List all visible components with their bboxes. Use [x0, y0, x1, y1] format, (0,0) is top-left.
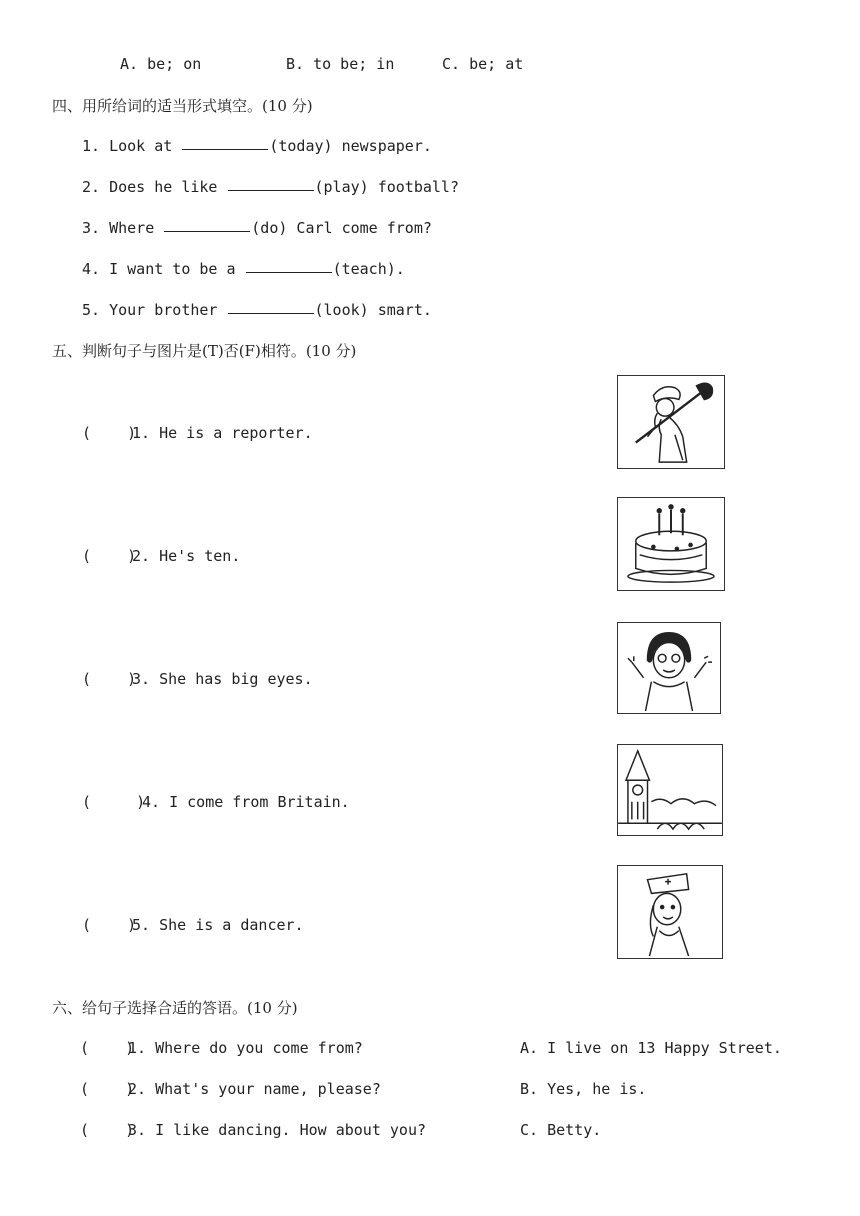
match-paren-1[interactable]: ( ) [80, 1039, 135, 1057]
tf-sentence-2: 2. He's ten. [132, 547, 241, 565]
answer-blank[interactable] [228, 189, 314, 191]
tf-sentence-4: 4. I come from Britain. [142, 793, 350, 811]
item-number: 1. [82, 137, 101, 155]
girl-waving-image [617, 622, 721, 714]
item-hint: (play) football? [314, 178, 459, 196]
match-question-2: 2. What's your name, please? [128, 1080, 381, 1098]
item-text: Your brother [109, 301, 218, 319]
item-hint: (do) Carl come from? [251, 219, 432, 237]
item-number: 4. [82, 260, 101, 278]
answer-blank[interactable] [164, 230, 250, 232]
item-hint: (look) smart. [314, 301, 432, 319]
tf-sentence-3: 3. She has big eyes. [132, 670, 313, 688]
fill-item-5 [82, 301, 432, 319]
answer-blank[interactable] [246, 271, 332, 273]
tf-paren-2[interactable]: ( ) [82, 547, 137, 565]
section4-title: 四、用所给词的适当形式填空。(10 分) [52, 97, 313, 115]
match-answer-c: C. Betty. [520, 1121, 602, 1139]
answer-blank[interactable] [228, 312, 314, 314]
fill-item-3 [82, 219, 432, 237]
item-hint: (today) newspaper. [269, 137, 432, 155]
section6-title: 六、给句子选择合适的答语。(10 分) [52, 999, 298, 1017]
match-question-3: 3. I like dancing. How about you? [128, 1121, 427, 1139]
tf-sentence-5: 5. She is a dancer. [132, 916, 304, 934]
tf-sentence-1: 1. He is a reporter. [132, 424, 313, 442]
nurse-image [617, 865, 723, 959]
item-text: Does he like [109, 178, 218, 196]
item-text: Where [109, 219, 155, 237]
fill-item-4 [82, 260, 405, 278]
option-a: A. be; on [120, 55, 202, 73]
item-number: 3. [82, 219, 101, 237]
worker-with-shovel-image [617, 375, 725, 469]
option-b: B. to be; in [286, 55, 395, 73]
match-answer-a: A. I live on 13 Happy Street. [520, 1039, 782, 1057]
section5-title: 五、判断句子与图片是(T)否(F)相符。(10 分) [52, 342, 357, 360]
item-text: Look at [109, 137, 173, 155]
fill-item-2 [82, 178, 459, 196]
tf-paren-5[interactable]: ( ) [82, 916, 137, 934]
item-number: 2. [82, 178, 101, 196]
option-c: C. be; at [442, 55, 524, 73]
birthday-cake-image [617, 497, 725, 591]
item-hint: (teach). [332, 260, 405, 278]
tf-paren-1[interactable]: ( ) [82, 424, 137, 442]
item-text: I want to be a [109, 260, 236, 278]
fill-item-1 [82, 137, 432, 155]
tf-paren-3[interactable]: ( ) [82, 670, 137, 688]
match-answer-b: B. Yes, he is. [520, 1080, 647, 1098]
tf-paren-4[interactable]: ( ) [82, 793, 146, 811]
match-question-1: 1. Where do you come from? [128, 1039, 363, 1057]
big-ben-london-image [617, 744, 723, 836]
answer-blank[interactable] [182, 148, 268, 150]
item-number: 5. [82, 301, 101, 319]
match-paren-2[interactable]: ( ) [80, 1080, 135, 1098]
match-paren-3[interactable]: ( ) [80, 1121, 135, 1139]
